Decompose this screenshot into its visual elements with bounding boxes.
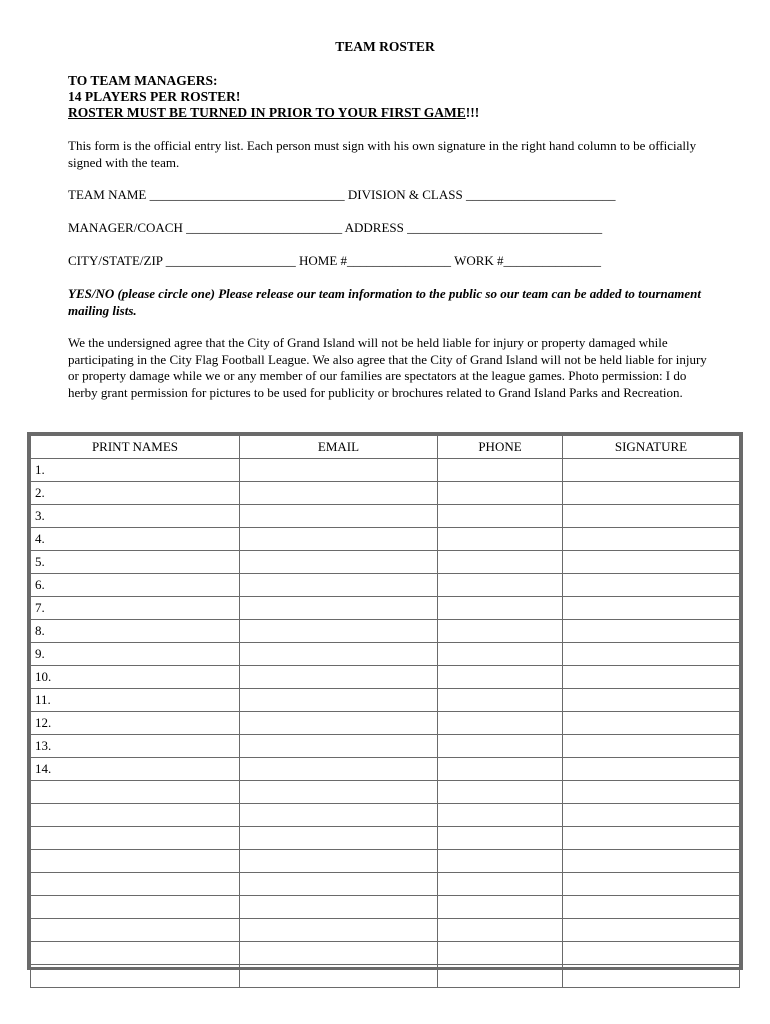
table-row bbox=[31, 827, 740, 850]
cell-email[interactable] bbox=[240, 597, 438, 620]
cell-email[interactable] bbox=[240, 965, 438, 988]
cell-phone[interactable] bbox=[438, 620, 563, 643]
city-home-work-line[interactable]: CITY/STATE/ZIP ____________________ HOME #________________ WORK #_______________ bbox=[68, 253, 602, 268]
table-row bbox=[31, 643, 740, 666]
cell-signature[interactable] bbox=[563, 896, 740, 919]
cell-email[interactable] bbox=[240, 666, 438, 689]
cell-signature[interactable] bbox=[563, 873, 740, 896]
intro-paragraph: This form is the official entry list. Each person must sign with his own signature in the right hand column to be officially signed with the team. bbox=[68, 138, 697, 170]
cell-signature[interactable] bbox=[563, 942, 740, 965]
cell-email[interactable] bbox=[240, 574, 438, 597]
cell-phone[interactable] bbox=[438, 735, 563, 758]
cell-phone[interactable] bbox=[438, 712, 563, 735]
cell-phone[interactable] bbox=[438, 827, 563, 850]
cell-email[interactable] bbox=[240, 551, 438, 574]
table-row bbox=[31, 459, 740, 482]
cell-email[interactable] bbox=[240, 850, 438, 873]
cell-signature[interactable] bbox=[563, 804, 740, 827]
cell-email[interactable] bbox=[240, 873, 438, 896]
cell-phone[interactable] bbox=[438, 666, 563, 689]
deadline-notice bbox=[68, 105, 479, 121]
cell-phone[interactable] bbox=[438, 528, 563, 551]
cell-phone[interactable] bbox=[438, 551, 563, 574]
table-row bbox=[31, 919, 740, 942]
cell-phone[interactable] bbox=[438, 919, 563, 942]
cell-phone[interactable] bbox=[438, 459, 563, 482]
cell-print-name[interactable] bbox=[31, 919, 240, 942]
table-row bbox=[31, 689, 740, 712]
cell-print-name[interactable]: 2. bbox=[31, 482, 240, 505]
col-email: EMAIL bbox=[240, 436, 438, 459]
cell-phone[interactable] bbox=[438, 873, 563, 896]
cell-print-name[interactable]: 8. bbox=[31, 620, 240, 643]
cell-phone[interactable] bbox=[438, 505, 563, 528]
cell-signature[interactable] bbox=[563, 528, 740, 551]
cell-print-name[interactable] bbox=[31, 850, 240, 873]
cell-print-name[interactable]: 5. bbox=[31, 551, 240, 574]
cell-email[interactable] bbox=[240, 482, 438, 505]
cell-phone[interactable] bbox=[438, 804, 563, 827]
agreement-paragraph: We the undersigned agree that the City of Grand Island will not be held liable for injury or property damaged while participating in the City Flag Football League. We also agree that the City of Grand Island will not be held liable for injury or property damage while we or any member of our families are spectators at the league games. Photo permission: I do herby grant permission for pictures to be used for publicity or brochures related to Grand Island Parks and Recreation. bbox=[68, 335, 707, 400]
cell-print-name[interactable] bbox=[31, 873, 240, 896]
cell-signature[interactable] bbox=[563, 919, 740, 942]
page-title: TEAM ROSTER bbox=[335, 39, 435, 54]
cell-phone[interactable] bbox=[438, 482, 563, 505]
cell-print-name[interactable]: 6. bbox=[31, 574, 240, 597]
cell-email[interactable] bbox=[240, 781, 438, 804]
col-print-names: PRINT NAMES bbox=[31, 436, 240, 459]
cell-signature[interactable] bbox=[563, 758, 740, 781]
cell-signature[interactable] bbox=[563, 505, 740, 528]
roster-table bbox=[27, 432, 743, 970]
cell-signature[interactable] bbox=[563, 827, 740, 850]
cell-signature[interactable] bbox=[563, 459, 740, 482]
cell-signature[interactable] bbox=[563, 551, 740, 574]
cell-email[interactable] bbox=[240, 459, 438, 482]
cell-signature[interactable] bbox=[563, 850, 740, 873]
table-row bbox=[31, 574, 740, 597]
cell-signature[interactable] bbox=[563, 735, 740, 758]
cell-email[interactable] bbox=[240, 735, 438, 758]
roster-header-row bbox=[31, 436, 740, 459]
table-row bbox=[31, 712, 740, 735]
table-row bbox=[31, 551, 740, 574]
cell-email[interactable] bbox=[240, 505, 438, 528]
cell-email[interactable] bbox=[240, 643, 438, 666]
cell-print-name[interactable] bbox=[31, 781, 240, 804]
table-row bbox=[31, 482, 740, 505]
cell-signature[interactable] bbox=[563, 482, 740, 505]
deadline-notice-suffix: !!! bbox=[465, 105, 480, 120]
cell-email[interactable] bbox=[240, 942, 438, 965]
cell-signature[interactable] bbox=[563, 965, 740, 988]
table-row bbox=[31, 942, 740, 965]
cell-signature[interactable] bbox=[563, 666, 740, 689]
players-per-roster: 14 PLAYERS PER ROSTER! bbox=[68, 89, 241, 104]
cell-phone[interactable] bbox=[438, 574, 563, 597]
release-consent[interactable]: YES/NO (please circle one) Please release our team information to the public so our team can be added to tournament mailing lists. bbox=[68, 286, 702, 318]
cell-print-name[interactable]: 11. bbox=[31, 689, 240, 712]
cell-phone[interactable] bbox=[438, 965, 563, 988]
cell-print-name[interactable]: 13. bbox=[31, 735, 240, 758]
table-row bbox=[31, 873, 740, 896]
cell-print-name[interactable] bbox=[31, 827, 240, 850]
table-row bbox=[31, 735, 740, 758]
table-row bbox=[31, 850, 740, 873]
cell-signature[interactable] bbox=[563, 597, 740, 620]
cell-phone[interactable] bbox=[438, 896, 563, 919]
manager-address-line[interactable]: MANAGER/COACH ________________________ ADDRESS ______________________________ bbox=[68, 220, 603, 235]
cell-email[interactable] bbox=[240, 919, 438, 942]
cell-phone[interactable] bbox=[438, 942, 563, 965]
cell-email[interactable] bbox=[240, 528, 438, 551]
team-name-division-line[interactable]: TEAM NAME ______________________________ DIVISION & CLASS _______________________ bbox=[68, 187, 616, 202]
cell-print-name[interactable]: 14. bbox=[31, 758, 240, 781]
cell-email[interactable] bbox=[240, 689, 438, 712]
cell-email[interactable] bbox=[240, 827, 438, 850]
col-signature: SIGNATURE bbox=[563, 436, 740, 459]
cell-phone[interactable] bbox=[438, 758, 563, 781]
table-row bbox=[31, 758, 740, 781]
table-row bbox=[31, 896, 740, 919]
cell-print-name[interactable]: 9. bbox=[31, 643, 240, 666]
deadline-notice-underlined: ROSTER MUST BE TURNED IN PRIOR TO YOUR FIRST GAME bbox=[68, 105, 466, 120]
cell-print-name[interactable]: 12. bbox=[31, 712, 240, 735]
cell-print-name[interactable] bbox=[31, 804, 240, 827]
cell-signature[interactable] bbox=[563, 620, 740, 643]
table-row bbox=[31, 781, 740, 804]
table-row bbox=[31, 505, 740, 528]
col-phone: PHONE bbox=[438, 436, 563, 459]
cell-signature[interactable] bbox=[563, 712, 740, 735]
table-row bbox=[31, 965, 740, 988]
cell-email[interactable] bbox=[240, 804, 438, 827]
cell-print-name[interactable]: 7. bbox=[31, 597, 240, 620]
cell-print-name[interactable] bbox=[31, 965, 240, 988]
cell-signature[interactable] bbox=[563, 689, 740, 712]
cell-signature[interactable] bbox=[563, 643, 740, 666]
cell-print-name[interactable]: 1. bbox=[31, 459, 240, 482]
table-row bbox=[31, 666, 740, 689]
managers-heading: TO TEAM MANAGERS: bbox=[68, 73, 218, 88]
cell-email[interactable] bbox=[240, 896, 438, 919]
cell-phone[interactable] bbox=[438, 781, 563, 804]
cell-phone[interactable] bbox=[438, 597, 563, 620]
cell-print-name[interactable] bbox=[31, 942, 240, 965]
cell-email[interactable] bbox=[240, 758, 438, 781]
cell-phone[interactable] bbox=[438, 689, 563, 712]
cell-signature[interactable] bbox=[563, 781, 740, 804]
cell-phone[interactable] bbox=[438, 643, 563, 666]
cell-print-name[interactable]: 10. bbox=[31, 666, 240, 689]
cell-phone[interactable] bbox=[438, 850, 563, 873]
cell-email[interactable] bbox=[240, 712, 438, 735]
roster-body bbox=[31, 459, 740, 988]
cell-print-name[interactable] bbox=[31, 896, 240, 919]
table-row bbox=[31, 620, 740, 643]
table-row bbox=[31, 597, 740, 620]
cell-print-name[interactable]: 4. bbox=[31, 528, 240, 551]
table-row bbox=[31, 528, 740, 551]
cell-signature[interactable] bbox=[563, 574, 740, 597]
table-row bbox=[31, 804, 740, 827]
cell-email[interactable] bbox=[240, 620, 438, 643]
cell-print-name[interactable]: 3. bbox=[31, 505, 240, 528]
